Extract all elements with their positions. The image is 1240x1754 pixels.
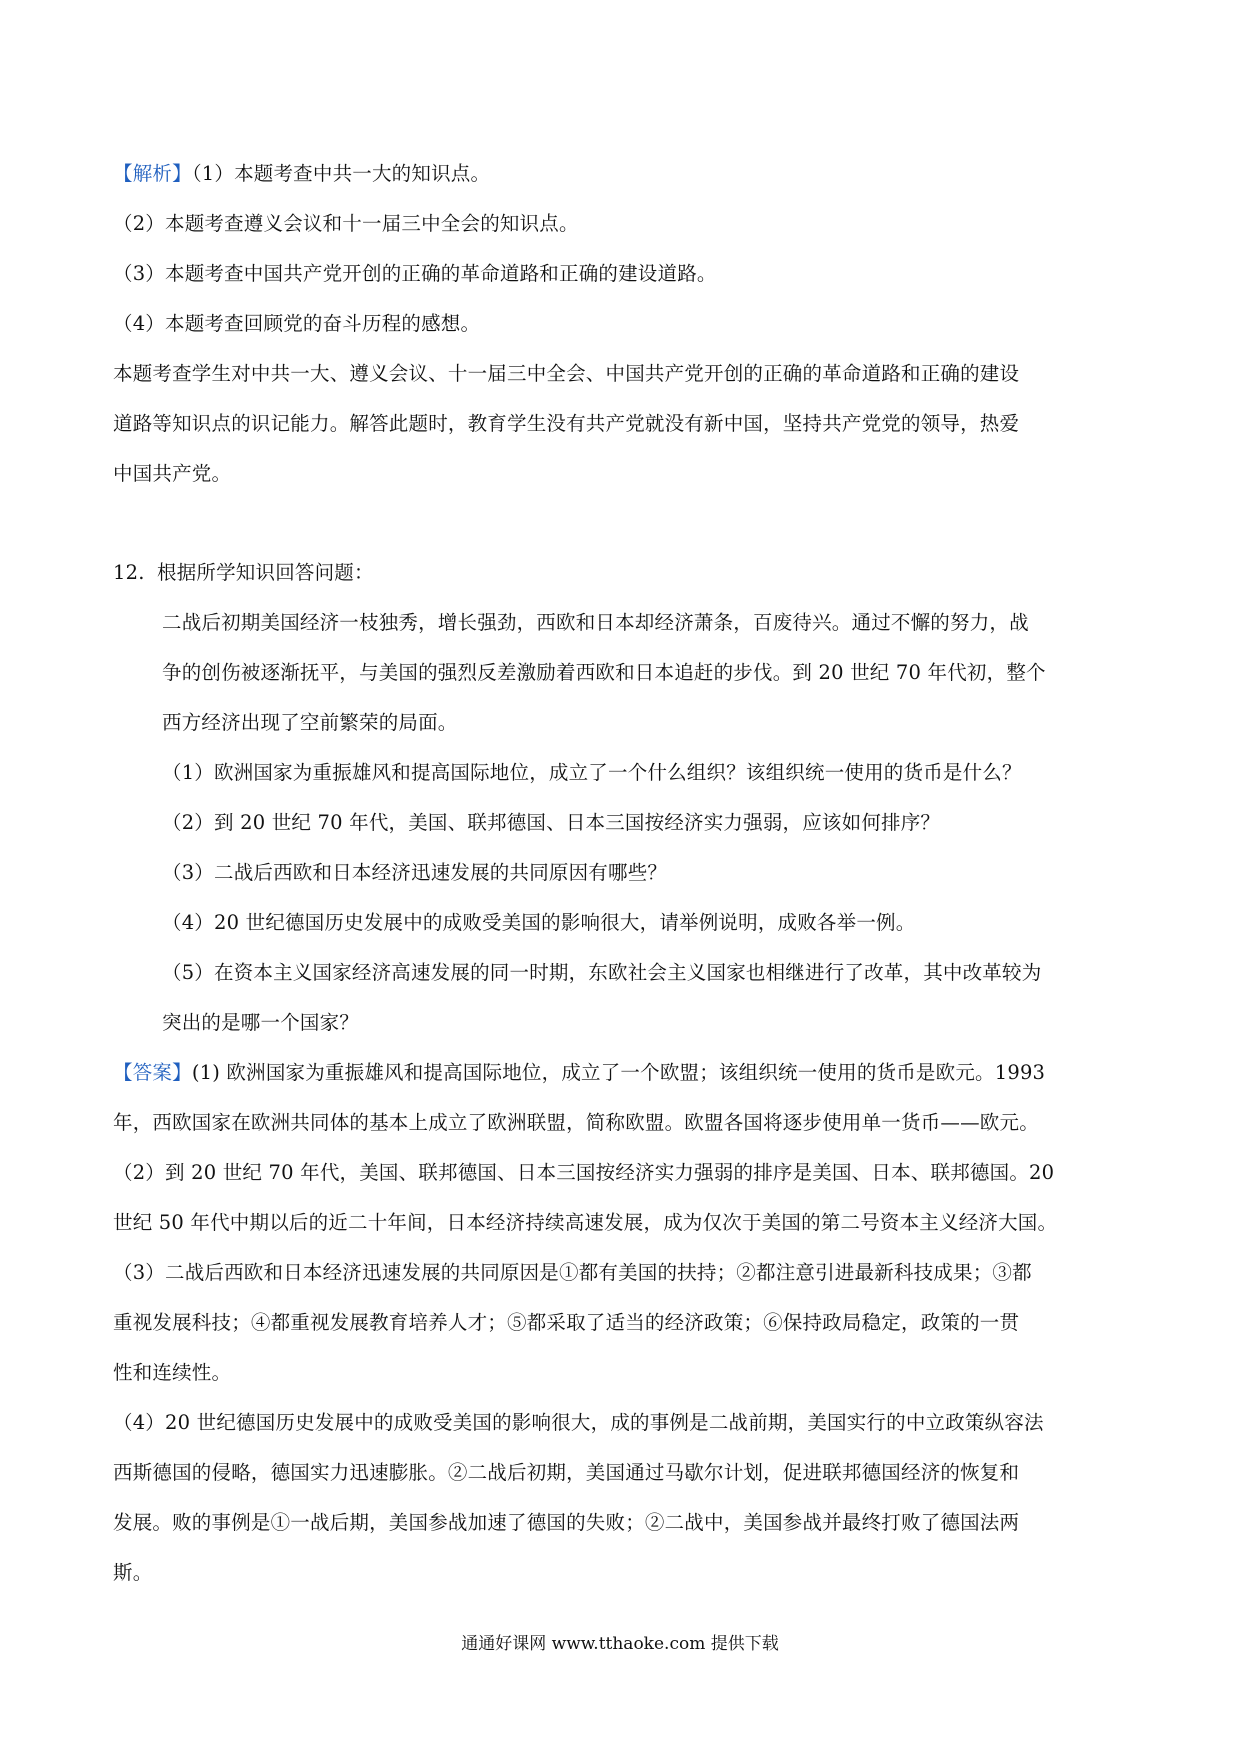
answer-line-11: 斯。 — [113, 1561, 153, 1584]
answer-line-10: 发展。败的事例是①一战后期，美国参战加速了德国的失败；②二战中，美国参战并最终打败了德国法两 — [113, 1511, 1020, 1534]
analysis-line-4: （4）本题考查回顾党的奋斗历程的感想。 — [113, 312, 481, 335]
answer-line-9: 西斯德国的侵略，德国实力迅速膨胀。②二战后初期，美国通过马歇尔计划，促进联邦德国经济的恢复和 — [113, 1461, 1020, 1484]
subquestion-3: （3）二战后西欧和日本经济迅速发展的共同原因有哪些？ — [162, 861, 668, 884]
analysis-line-2: （2）本题考查遵义会议和十一届三中全会的知识点。 — [113, 212, 579, 235]
page-footer: 通通好课网 www.tthaoke.com 提供下载 — [461, 1634, 779, 1654]
passage-line-1: 二战后初期美国经济一枝独秀，增长强劲，西欧和日本却经济萧条，百废待兴。通过不懈的努力，战 — [162, 611, 1029, 634]
answer-tag: 【答案】 — [113, 1061, 192, 1084]
analysis-line-6: 道路等知识点的识记能力。解答此题时，教育学生没有共产党就没有新中国，坚持共产党党的领导，热爱 — [113, 412, 1020, 435]
analysis-line-3: （3）本题考查中国共产党开创的正确的革命道路和正确的建设道路。 — [113, 262, 717, 285]
answer-line-4: 世纪 50 年代中期以后的近二十年间，日本经济持续高速发展，成为仅次于美国的第二号资本主义经济大国。 — [113, 1211, 1058, 1234]
analysis-line-5: 本题考查学生对中共一大、遵义会议、十一届三中全会、中国共产党开创的正确的革命道路和正确的建设 — [113, 362, 1020, 385]
subquestion-2: （2）到 20 世纪 70 年代，美国、联邦德国、日本三国按经济实力强弱，应该如何排序？ — [162, 811, 941, 834]
question-number: 12. — [113, 561, 145, 584]
answer-line-3: （2）到 20 世纪 70 年代，美国、联邦德国、日本三国按经济实力强弱的排序是美国、日本、联邦德国。20 — [113, 1161, 1055, 1184]
answer-line-5: （3）二战后西欧和日本经济迅速发展的共同原因是①都有美国的扶持；②都注意引进最新科技成果；③都 — [113, 1261, 1032, 1284]
question-prompt: 根据所学知识回答问题： — [157, 561, 374, 584]
answer-line-2: 年，西欧国家在欧洲共同体的基本上成立了欧洲联盟，简称欧盟。欧盟各国将逐步使用单一货币——欧元。 — [113, 1111, 1039, 1134]
passage-line-3: 西方经济出现了空前繁荣的局面。 — [162, 711, 458, 734]
analysis-text: （1）本题考查中共一大的知识点。 — [191, 162, 491, 185]
subquestion-5: （5）在资本主义国家经济高速发展的同一时期，东欧社会主义国家也相继进行了改革，其中改革较为 — [162, 961, 1042, 984]
answer-line-8: （4）20 世纪德国历史发展中的成败受美国的影响很大，成的事例是二战前期，美国实行的中立政策纵容法 — [113, 1411, 1044, 1434]
subquestion-5-cont: 突出的是哪一个国家？ — [162, 1011, 360, 1034]
answer-line-6: 重视发展科技；④都重视发展教育培养人才；⑤都采取了适当的经济政策；⑥保持政局稳定，政策的一贯 — [113, 1311, 1020, 1334]
passage-line-2: 争的创伤被逐渐抚平，与美国的强烈反差激励着西欧和日本追赶的步伐。到 20 世纪 70 年代初，整个 — [162, 661, 1046, 684]
analysis-tag: 【解析】 — [113, 162, 192, 185]
analysis-line-1 — [113, 161, 490, 187]
subquestion-1: （1）欧洲国家为重振雄风和提高国际地位，成立了一个什么组织？该组织统一使用的货币是什么？ — [162, 761, 1022, 784]
answer-line-1 — [113, 1060, 1045, 1086]
answer-first-text: (1) 欧洲国家为重振雄风和提高国际地位，成立了一个欧盟；该组织统一使用的货币是欧元。1993 — [191, 1061, 1046, 1084]
subquestion-4: （4）20 世纪德国历史发展中的成败受美国的影响很大，请举例说明，成败各举一例。 — [162, 911, 916, 934]
answer-line-7: 性和连续性。 — [113, 1361, 232, 1384]
analysis-line-7: 中国共产党。 — [113, 462, 232, 485]
